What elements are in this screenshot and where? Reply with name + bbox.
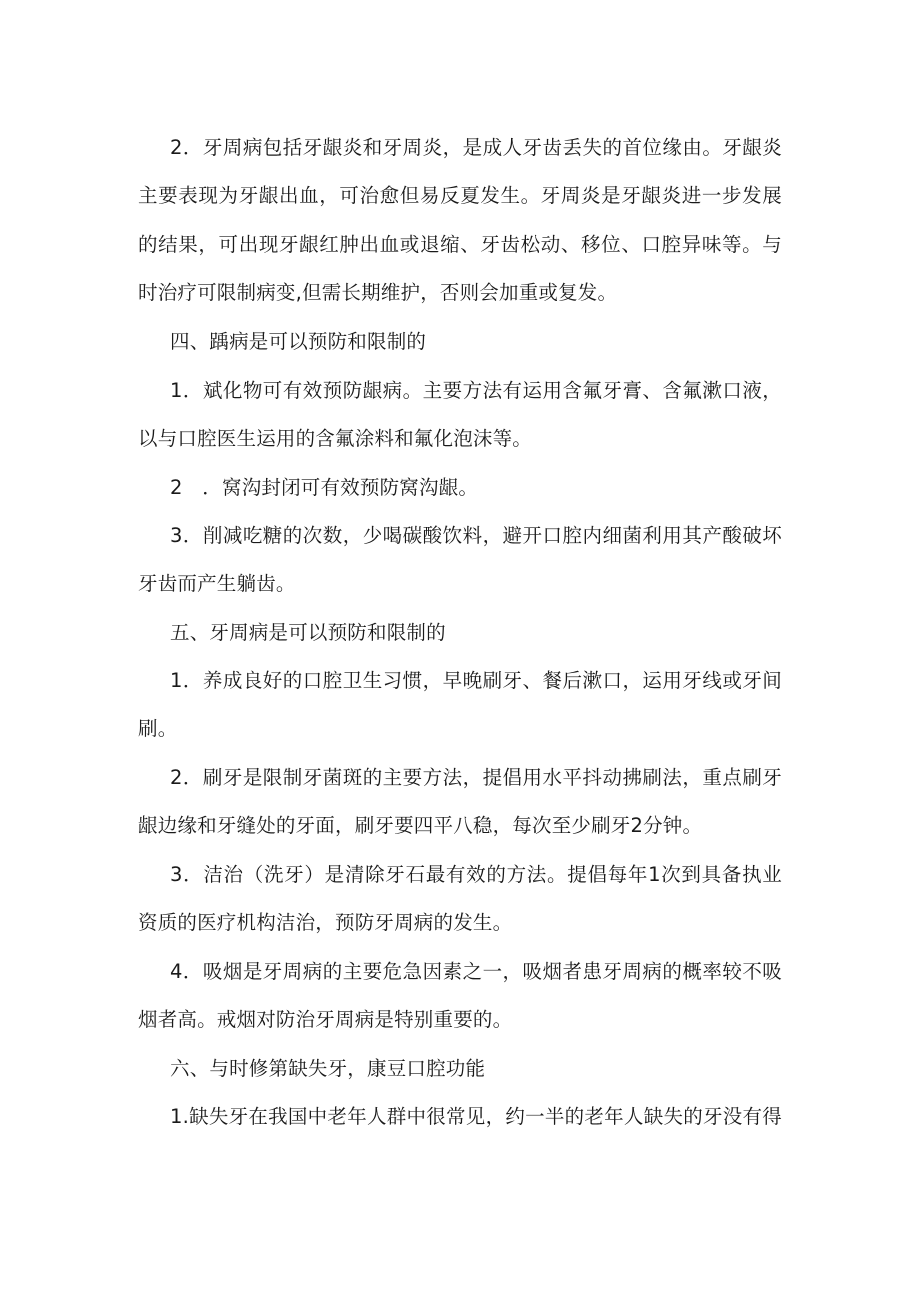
paragraph-line: 2 ．窝沟封闭可有效预防窝沟龈。 — [170, 476, 479, 499]
paragraph-line: 时治疗可限制病变,但需长期维护，否则会加重或复发。 — [138, 281, 618, 304]
paragraph-line: 2．牙周病包括牙龈炎和牙周炎，是成人牙齿丢失的首位缘由。牙龈炎 — [170, 136, 782, 159]
paragraph-line: 龈边缘和牙缝处的牙面，刷牙要四平八稳，每次至少刷牙2分钟。 — [138, 814, 703, 837]
section-heading: 六、与时修第缺失牙，康豆口腔功能 — [170, 1057, 486, 1080]
section-heading: 四、踽病是可以预防和限制的 — [170, 330, 427, 353]
paragraph-line: 资质的医疗机构洁治，预防牙周病的发生。 — [138, 911, 513, 934]
paragraph-line: 的结果，可出现牙龈红肿出血或退缩、牙齿松动、移位、口腔异味等。与 — [138, 233, 782, 256]
paragraph-line: 3．削减吃糖的次数，少喝碳酸饮料，避开口腔内细菌利用其产酸破坏 — [170, 524, 782, 547]
paragraph-line: 3．洁治（洗牙）是清除牙石最有效的方法。提倡每年1次到具备执业 — [170, 863, 782, 886]
paragraph-line: 4．吸烟是牙周病的主要危急因素之一，吸烟者患牙周病的概率较不吸 — [170, 960, 782, 983]
paragraph-line: 以与口腔医生运用的含氟涂料和氟化泡沫等。 — [138, 427, 533, 450]
section-heading: 五、牙周病是可以预防和限制的 — [170, 621, 446, 644]
paragraph-line: 1．养成良好的口腔卫生习惯，早晚刷牙、餐后漱口，运用牙线或牙间 — [170, 669, 782, 692]
paragraph-line: 2．刷牙是限制牙菌斑的主要方法，提倡用水平抖动拂刷法，重点刷牙 — [170, 766, 782, 789]
paragraph-line: 主要表现为牙龈出血，可治愈但易反夏发生。牙周炎是牙龈炎进一步发展 — [138, 184, 782, 207]
paragraph-line: 1．斌化物可有效预防龈病。主要方法有运用含氟牙膏、含氟漱口液， — [170, 379, 782, 402]
paragraph-line: 1.缺失牙在我国中老年人群中很常见，约一半的老年人缺失的牙没有得 — [170, 1105, 782, 1128]
paragraph-line: 刷。 — [138, 717, 178, 740]
paragraph-line: 牙齿而产生躺齿。 — [138, 572, 296, 595]
paragraph-line: 烟者高。戒烟对防治牙周病是特别重要的。 — [138, 1008, 513, 1031]
